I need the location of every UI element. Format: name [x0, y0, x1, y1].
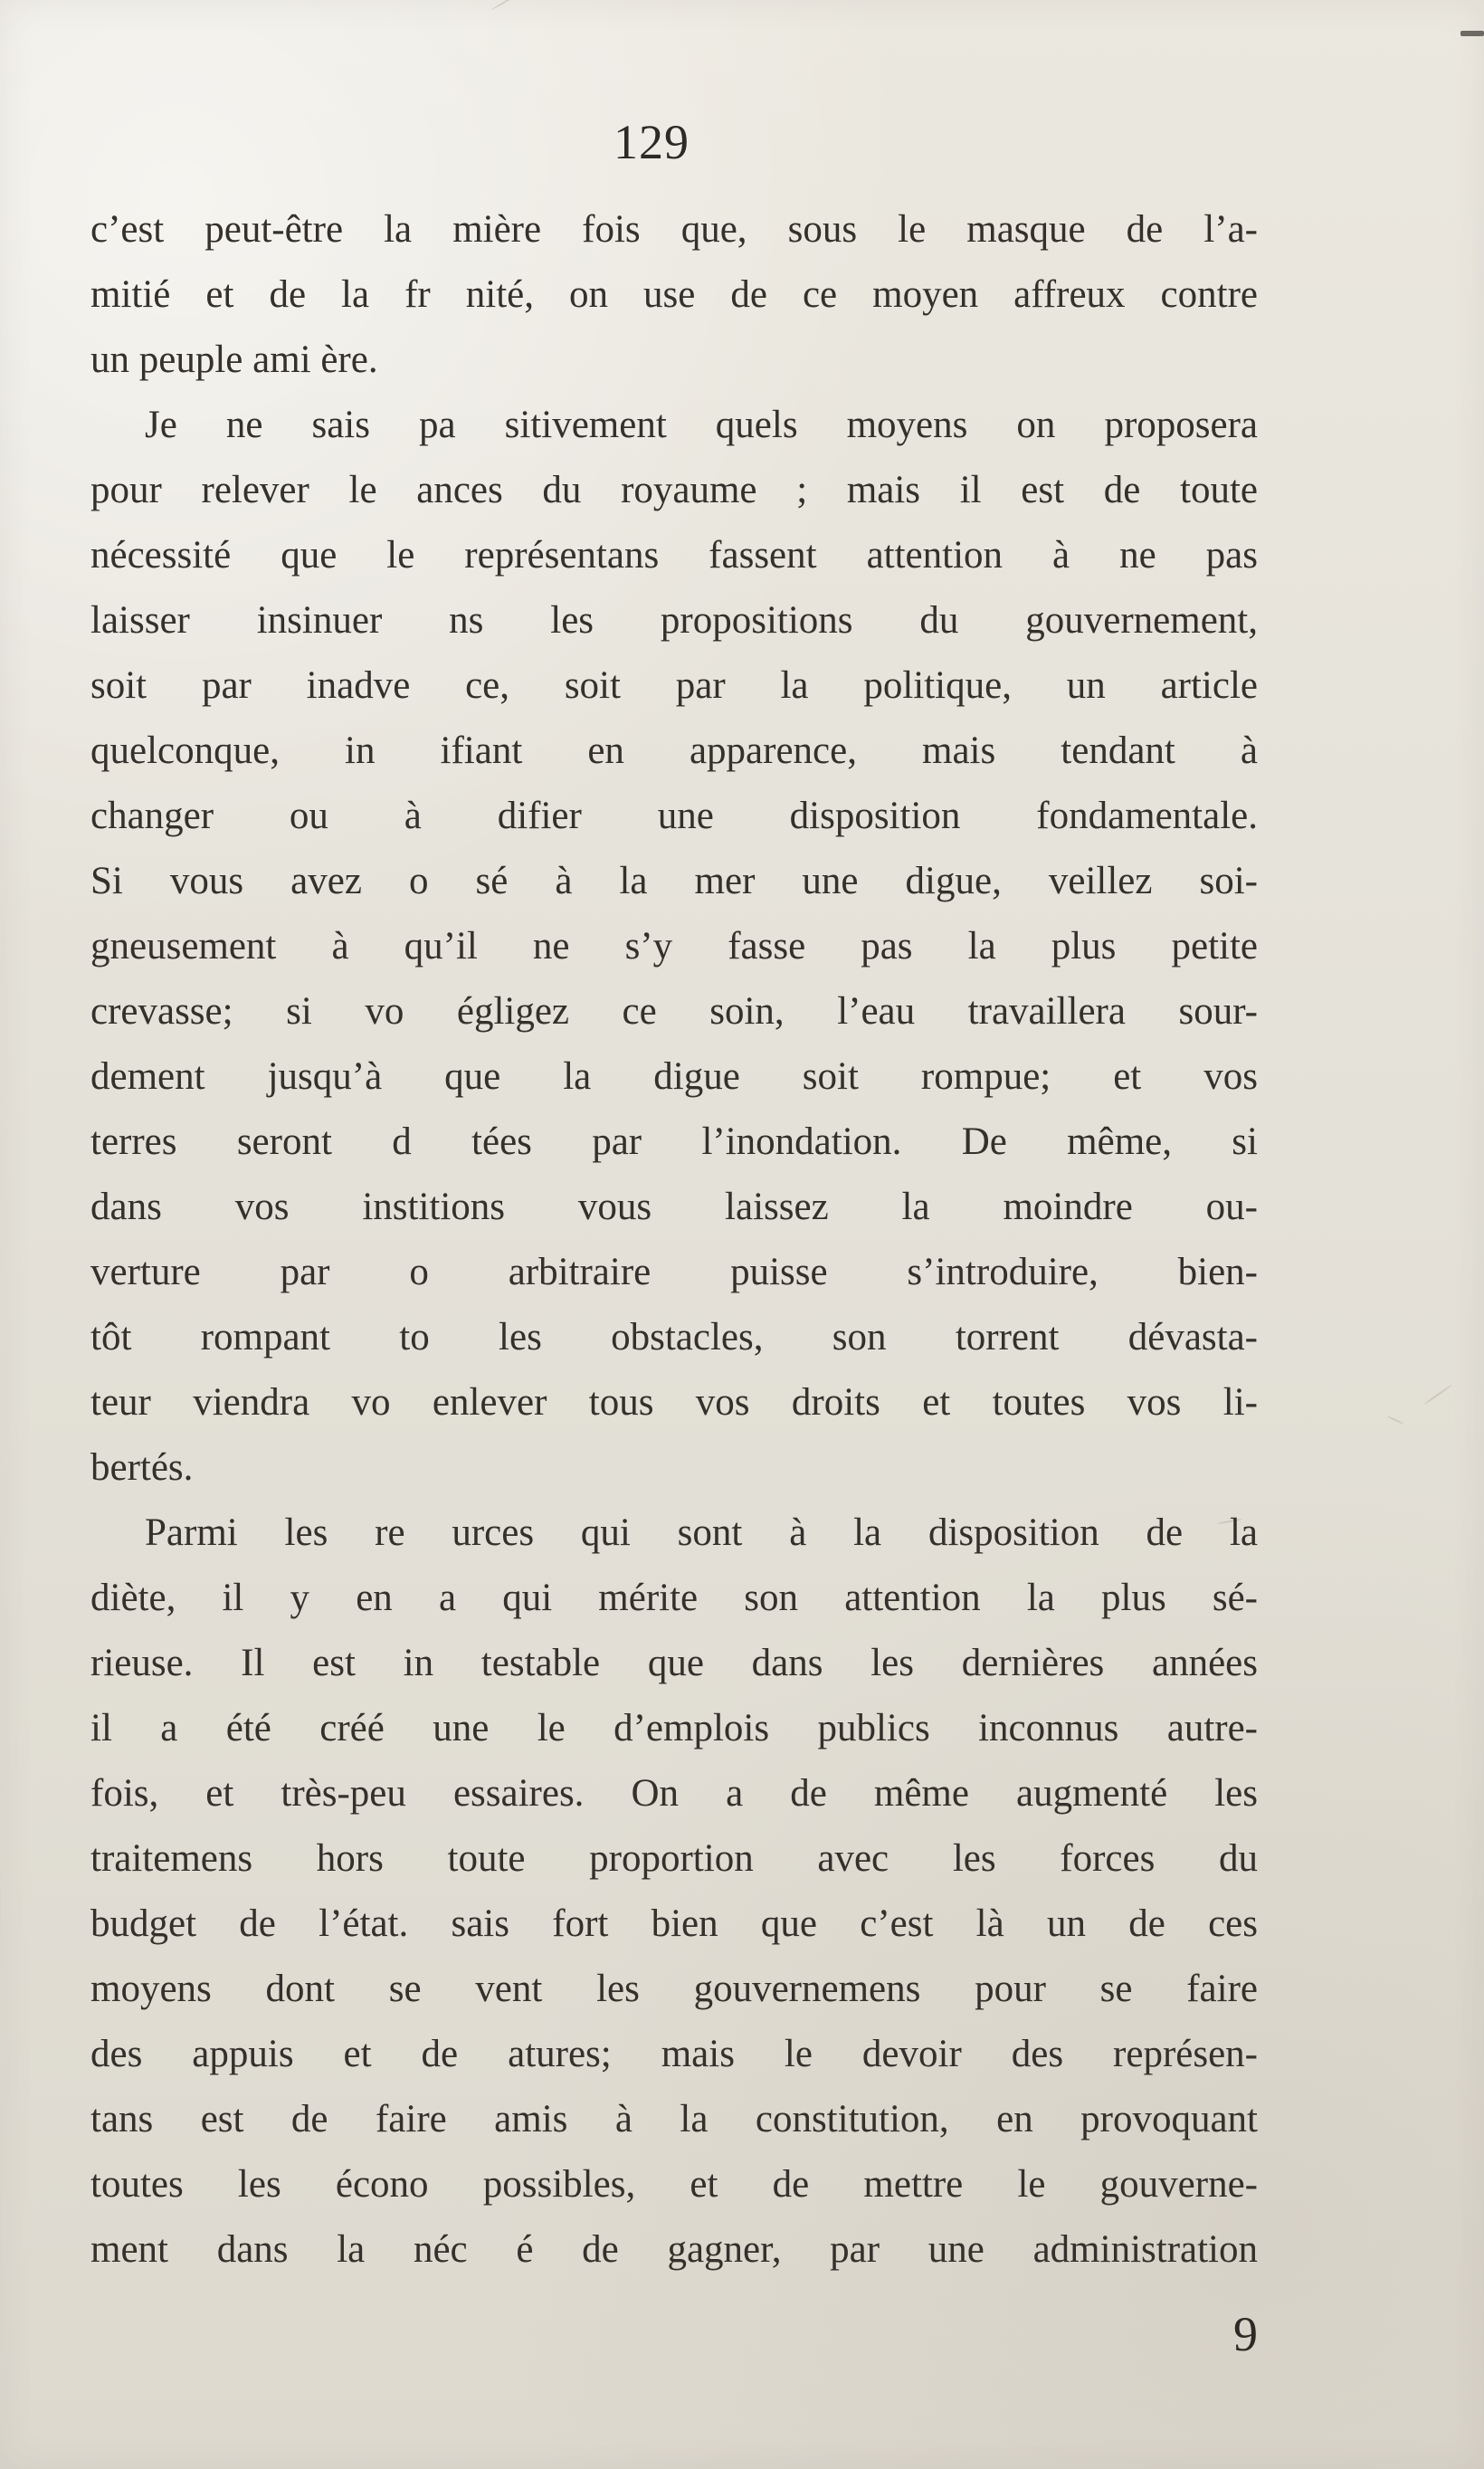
- text-line: bertés.: [90, 1446, 194, 1489]
- text-line: un peuple ami ère.: [90, 338, 378, 381]
- text-line: quelconque, in ifiant en apparence, mais tendant à: [90, 729, 1258, 772]
- page-number: 129: [614, 115, 690, 169]
- body-text: [90, 197, 1258, 2283]
- text-line: dans vos institions vous laissez la moindre ou-: [90, 1186, 1258, 1228]
- text-line: Je ne sais pa sitivement quels moyens on proposera: [145, 404, 1258, 446]
- text-line: tans est de faire amis à la constitution, en provoquant: [90, 2098, 1258, 2140]
- text-line: Si vous avez o sé à la mer une digue, veillez soi-: [90, 860, 1258, 902]
- text-line: tôt rompant to les obstacles, son torrent dévasta-: [90, 1316, 1258, 1358]
- text-line: soit par inadve ce, soit par la politique, un article: [90, 664, 1258, 707]
- text-line: fois, et très-peu essaires. On a de même augmenté les: [90, 1772, 1258, 1815]
- text-line: diète, il y en a qui mérite son attention la plus sé-: [90, 1577, 1258, 1619]
- page-edge-mark: [1460, 31, 1484, 36]
- text-line: teur viendra vo enlever tous vos droits et toutes vos li-: [90, 1381, 1258, 1424]
- text-line: toutes les écono possibles, et de mettre le gouverne-: [90, 2163, 1258, 2206]
- text-line: moyens dont se vent les gouvernemens pour se faire: [90, 1968, 1258, 2010]
- text-line: dement jusqu’à que la digue soit rompue; et vos: [90, 1055, 1258, 1098]
- text-line: traitemens hors toute proportion avec les forces du: [90, 1837, 1258, 1880]
- paper-fleck: [490, 0, 523, 11]
- signature-mark: 9: [1233, 2307, 1258, 2361]
- text-line: il a été créé une le d’emplois publics inconnus autre-: [90, 1707, 1258, 1749]
- text-line: pour relever le ances du royaume ; mais il est de toute: [90, 469, 1258, 511]
- text-line: ment dans la néc é de gagner, par une administration: [90, 2228, 1258, 2271]
- text-line: des appuis et de atures; mais le devoir des représen-: [90, 2033, 1258, 2075]
- text-line: gneusement à qu’il ne s’y fasse pas la plus petite: [90, 925, 1258, 968]
- text-line: budget de l’état. sais fort bien que c’est là un de ces: [90, 1902, 1258, 1945]
- text-line: terres seront d tées par l’inondation. De même, si: [90, 1120, 1258, 1163]
- text-line: changer ou à difier une disposition fondamentale.: [90, 795, 1258, 837]
- text-line: nécessité que le représentans fassent attention à ne pas: [90, 534, 1258, 577]
- text-line: Parmi les re urces qui sont à la disposition de la: [145, 1511, 1258, 1554]
- text-line: c’est peut-être la mière fois que, sous le masque de l’a-: [90, 208, 1258, 251]
- text-line: verture par o arbitraire puisse s’introduire, bien-: [90, 1251, 1258, 1293]
- text-line: rieuse. Il est in testable que dans les dernières années: [90, 1642, 1258, 1684]
- text-line: laisser insinuer ns les propositions du gouvernement,: [90, 599, 1258, 642]
- text-line: mitié et de la fr nité, on use de ce moyen affreux contre: [90, 273, 1258, 316]
- paper-fleck: [1387, 1416, 1404, 1425]
- paper-fleck: [1423, 1384, 1452, 1405]
- text-line: crevasse; si vo égligez ce soin, l’eau travaillera sour-: [90, 990, 1258, 1033]
